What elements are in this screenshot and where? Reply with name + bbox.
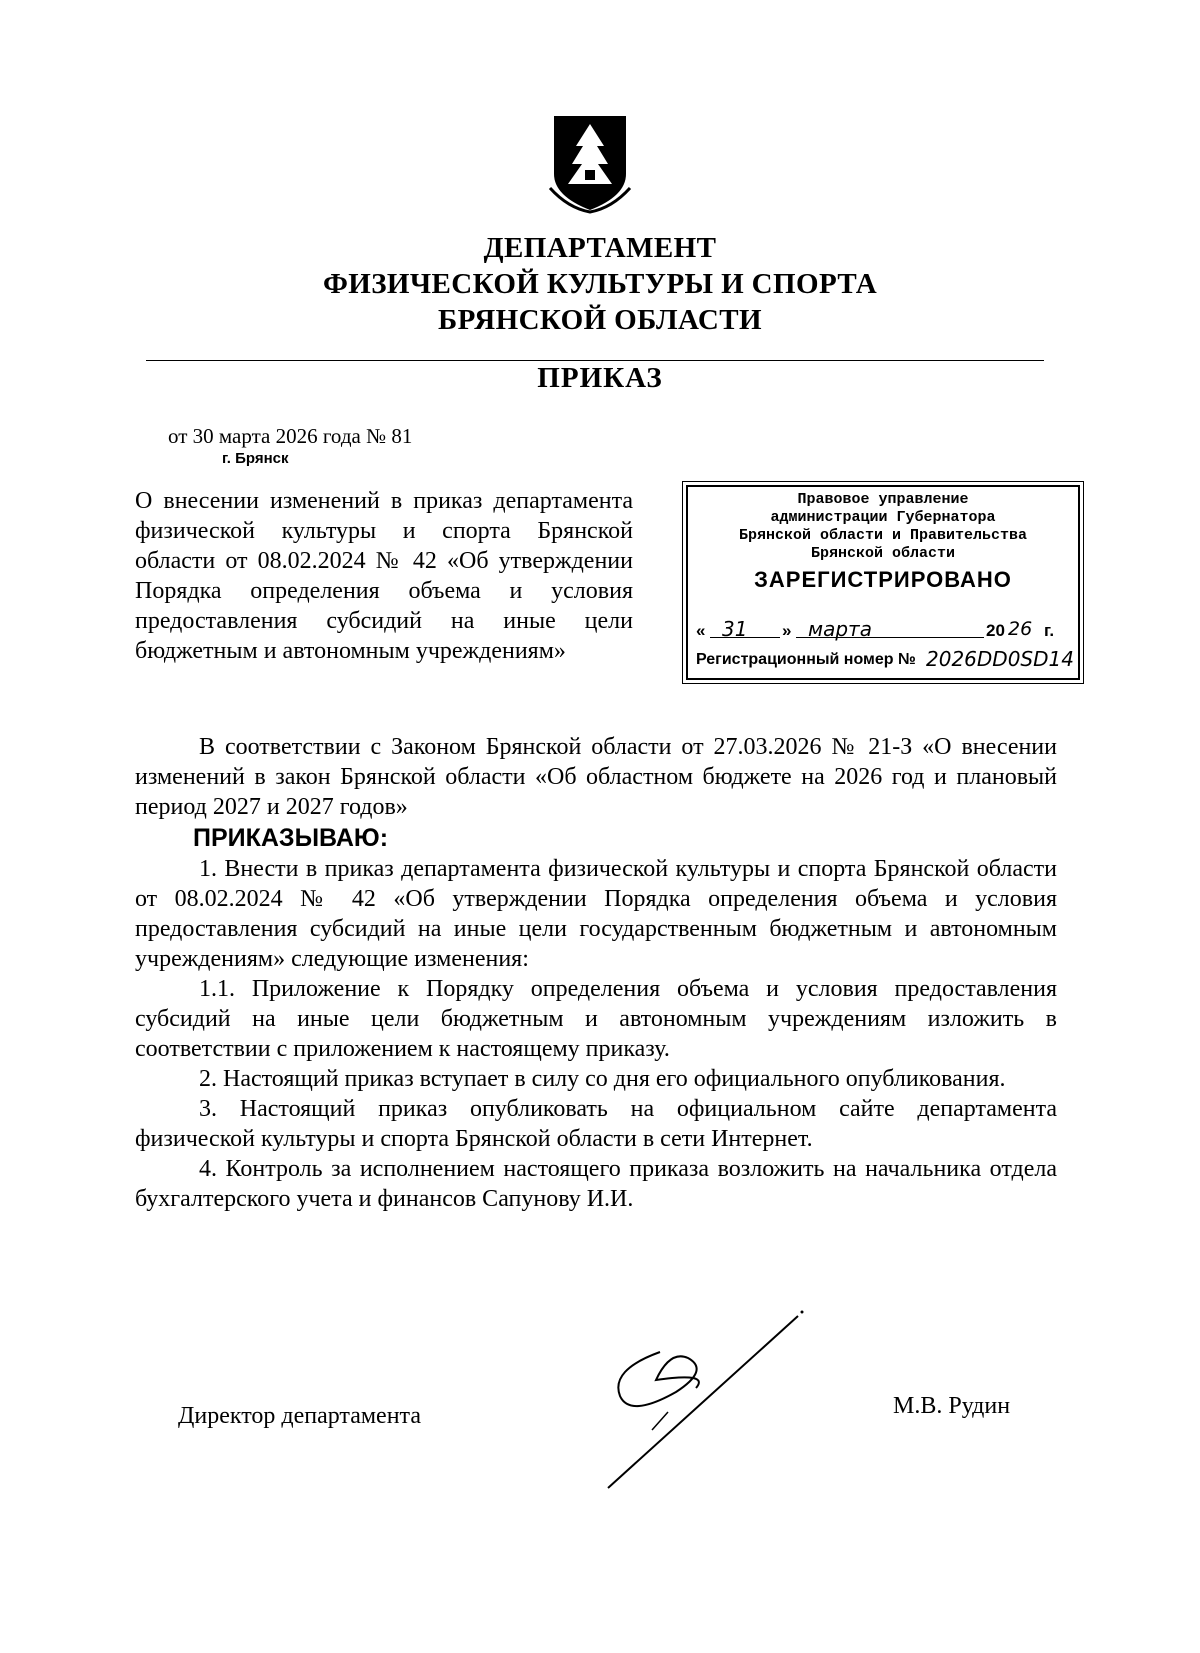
stamp-registration-number [696,647,1074,673]
stamp-date-month: марта [808,617,872,641]
order-city: г. Брянск [222,450,289,467]
signatory-position: Директор департамента [178,1403,421,1429]
stamp-line-1: Правовое управление [797,491,969,508]
handwritten-signature-icon [600,1300,820,1500]
signatory-name: М.В. Рудин [893,1393,1011,1419]
stamp-date-year-suffix: 26 [1008,618,1033,640]
stamp-date-day: 31 [722,617,748,641]
stamp-line-4: Брянской области [810,545,956,562]
stamp-line-2: администрации Губернатора [770,509,996,526]
registration-stamp [686,485,1080,680]
order-subject: О внесении изменений в приказ департамента физической культуры и спорта Брянской области от 08.02.2024 № 42 «Об утверждении Порядка определения объема и условия предоставления субсидий на иные цели бюджетным и автономным учреждениям» [135,488,633,664]
stamp-reg-label: Регистрационный номер № [696,651,916,668]
stamp-date-open-quote: « [696,621,706,640]
order-word: ПРИКАЗЫВАЮ: [193,824,389,852]
header-divider [146,360,1044,361]
coat-of-arms-icon [548,112,632,216]
order-item-2: 2. Настоящий приказ вступает в силу со дня его официального опубликования. [199,1066,1006,1092]
order-item-4: 4. Контроль за исполнением настоящего приказа возложить на начальника отдела бухгалтерского учета и финансов Сапунову И.И. [135,1156,1057,1212]
stamp-registered: ЗАРЕГИСТРИРОВАНО [754,567,1012,592]
order-item-3: 3. Настоящий приказ опубликовать на официальном сайте департамента физической культуры и спорта Брянской области в сети Интернет. [135,1096,1057,1152]
order-date-number: от 30 марта 2026 года № 81 [168,424,413,448]
stamp-reg-number: 2026DD0SD14 [926,647,1074,671]
stamp-date-close-quote: » [782,621,792,640]
order-item-1: 1. Внести в приказ департамента физической культуры и спорта Брянской области от 08.02.2024 № 42 «Об утверждении Порядка определения объема и условия предоставления субсидий на иные цели государственным бюджетным и автономным учреждениям» следующие изменения: [135,856,1057,972]
department-name-line-3: БРЯНСКОЙ ОБЛАСТИ [438,304,762,336]
stamp-date-year-prefix: 20 [986,621,1005,640]
document-title: ПРИКАЗ [537,362,663,394]
order-item-1-1: 1.1. Приложение к Порядку определения объема и условия предоставления субсидий на иные цели бюджетным и автономным учреждениям изложить в соответствии с приложением к настоящему приказу. [135,976,1057,1062]
stamp-line-3: Брянской области и Правительства [738,527,1028,544]
department-name-line-1: ДЕПАРТАМЕНТ [483,232,717,264]
stamp-date [696,617,1068,643]
department-name-line-2: ФИЗИЧЕСКОЙ КУЛЬТУРЫ И СПОРТА [322,268,878,300]
order-preamble: В соответствии с Законом Брянской области от 27.03.2026 № 21-З «О внесении изменений в закон Брянской области «Об областном бюджете на 2026 год и плановый период 2027 и 2027 годов» [135,734,1057,820]
stamp-date-year-end: г. [1044,621,1055,640]
order-body [135,732,1057,1214]
